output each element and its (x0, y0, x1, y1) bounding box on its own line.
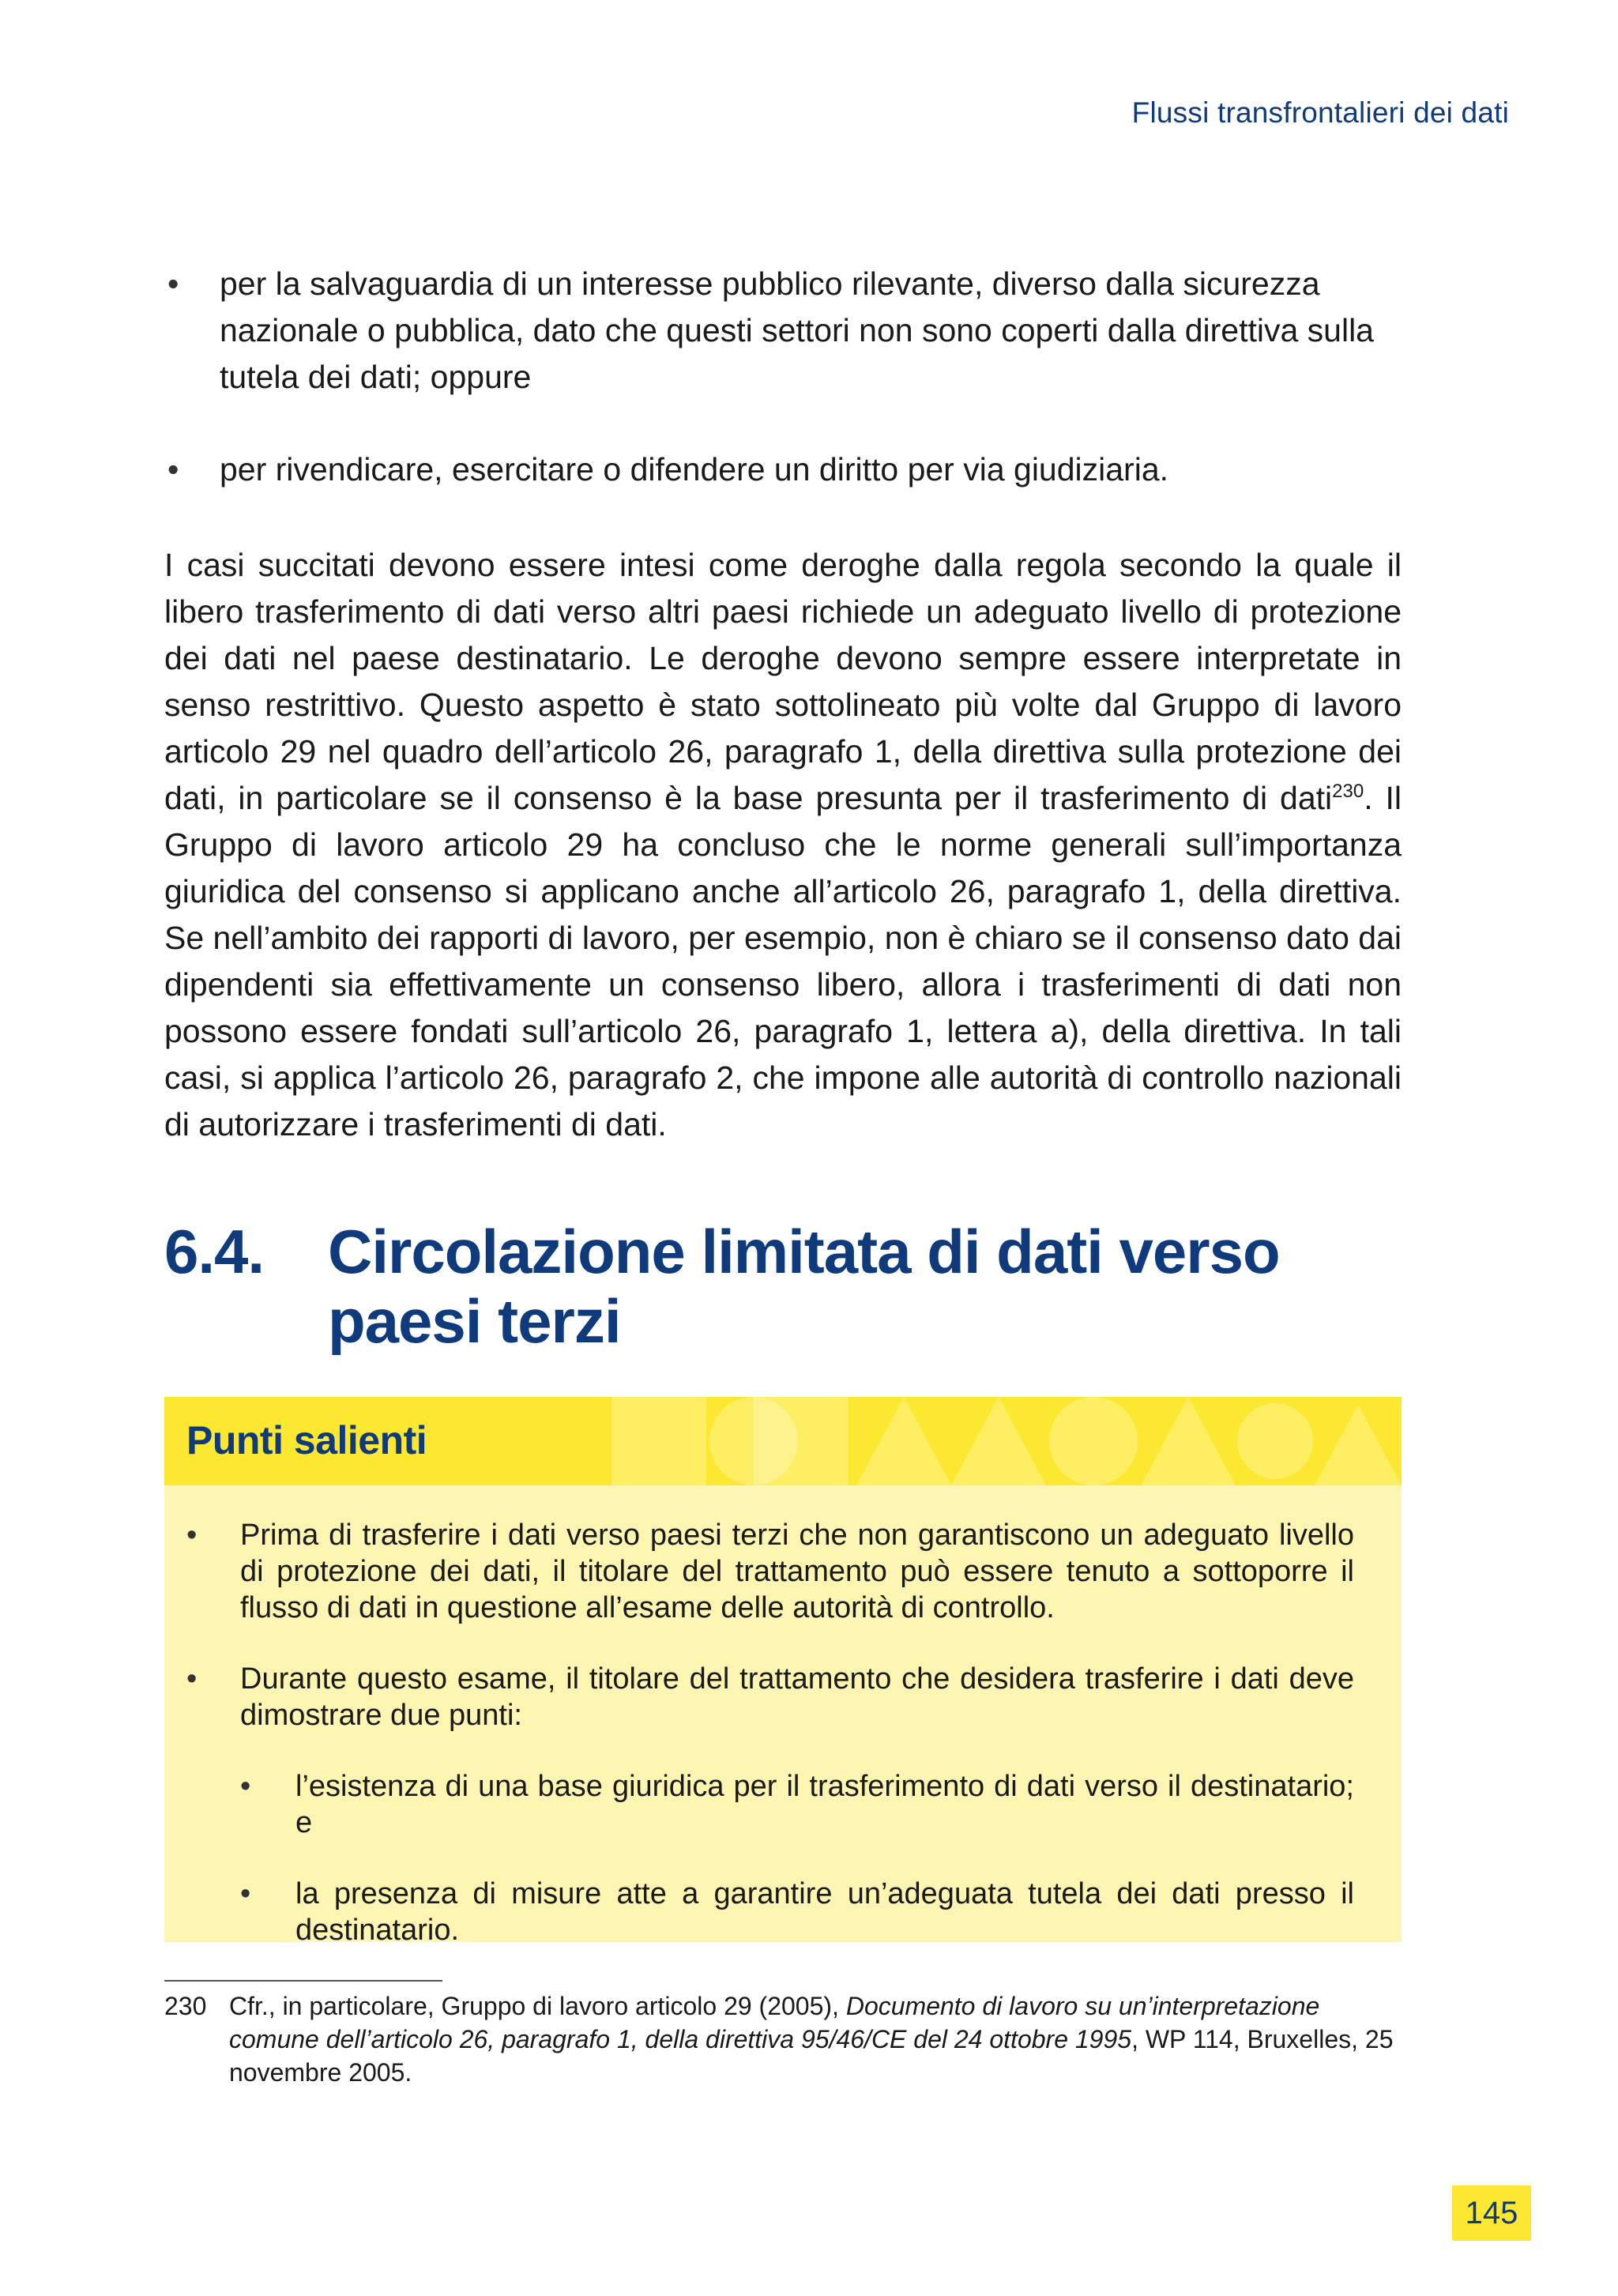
paragraph-text-start: I casi succitati devono essere intesi come deroghe dalla regola secondo la quale il libero trasferimento di dati verso altri paesi richiede un adeguato livello di protezione dei dati nel paese destinatario. Le deroghe devono sempre essere interpretate in senso restrittivo. Questo aspetto è stato sottolineato più volte dal Gruppo di lavoro articolo 29 nel quadro dell’articolo 26, paragrafo 1, della direttiva sulla protezione dei dati, in particolare se il consenso è la base presunta per il trasferimento di dati (164, 547, 1402, 816)
key-points-list (186, 1517, 1354, 1948)
list-item-text: per la salvaguardia di un interesse pubblico rilevante, diverso dalla sicurezza nazionale o pubblica, dato che questi settori non sono coperti dalla direttiva sulla tutela dei dati; oppure (220, 265, 1374, 395)
list-item-text: per rivendicare, esercitare o difendere un diritto per via giudiziaria. (220, 451, 1169, 487)
section-title-line: paesi terzi (328, 1286, 621, 1356)
sub-list-item-text: l’esistenza di una base giuridica per il trasferimento di dati verso il destinatario; e (295, 1770, 1354, 1839)
sub-list-item (240, 1768, 1354, 1841)
list-item (186, 1661, 1354, 1948)
footnote-text (229, 1989, 1402, 2089)
section-number: 6.4. (164, 1217, 265, 1286)
page-number: 145 (1452, 2185, 1531, 2241)
running-header: Flussi transfrontalieri dei dati (1131, 96, 1509, 129)
list-item-text: Prima di trasferire i dati verso paesi terzi che non garantiscono un adeguato livello di protezione dei dati, il titolare del trattamento può essere tenuto a sottoporre il flusso di dati in questione all’esame delle autorità di controllo. (240, 1519, 1354, 1624)
footnote-reference[interactable]: 230 (1332, 781, 1364, 802)
key-points-sublist (240, 1768, 1354, 1948)
bullet-icon: • (240, 1877, 251, 1910)
intro-bullet-list (164, 261, 1402, 493)
section-heading (164, 1217, 1402, 1356)
list-item (164, 446, 1402, 493)
list-item-text: Durante questo esame, il titolare del trattamento che desidera trasferire i dati deve dimostrare due punti: (240, 1662, 1354, 1732)
decorative-shapes-icon (604, 1397, 1402, 1485)
body-paragraph (164, 542, 1402, 1148)
bullet-icon: • (240, 1770, 251, 1803)
bullet-icon: • (186, 1519, 198, 1552)
paragraph-text-end: . Il Gruppo di lavoro articolo 29 ha concluso che le norme generali sull’importanza giuridica del consenso si applicano anche all’articolo 26, paragrafo 1, della direttiva. Se nell’ambito dei rapporti di lavoro, per esempio, non è chiaro se il consenso dato dai dipendenti sia effettivamente un consenso libero, allora i trasferimenti di dati non possono essere fondati sull’articolo 26, paragrafo 1, lettera a), della direttiva. In tali casi, si applica l’articolo 26, paragrafo 2, che impone alle autorità di controllo nazionali di autorizzare i trasferimenti di dati. (164, 780, 1402, 1142)
key-points-title: Punti salienti (186, 1418, 427, 1462)
key-points-box (164, 1397, 1402, 1947)
footnote-number: 230 (164, 1992, 207, 2020)
list-item (164, 261, 1402, 401)
sub-list-item (240, 1876, 1354, 1948)
footnote (164, 1989, 1402, 2089)
key-points-body (164, 1485, 1402, 1947)
bullet-icon: • (167, 451, 179, 487)
key-points-header (164, 1397, 1402, 1485)
sub-list-item-text: la presenza di misure atte a garantire un’adeguata tutela dei dati presso il destinatario. (295, 1877, 1354, 1947)
footnote-suffix: , WP 114, Bruxelles, 25 novembre 2005. (229, 2025, 1394, 2087)
section-title-line: Circolazione limitata di dati verso (328, 1217, 1280, 1286)
footnote-divider (164, 1980, 442, 1982)
footnote-document-title: Documento di lavoro su un’interpretazione comune dell’articolo 26, paragrafo 1, della direttiva 95/46/CE del 24 ottobre 1995 (229, 1992, 1320, 2053)
bullet-icon: • (186, 1662, 198, 1696)
section-title (328, 1217, 1402, 1356)
footnote-prefix: Cfr., in particolare, Gruppo di lavoro articolo 29 (2005), (229, 1992, 846, 2020)
bullet-icon: • (167, 265, 179, 302)
list-item (186, 1517, 1354, 1626)
